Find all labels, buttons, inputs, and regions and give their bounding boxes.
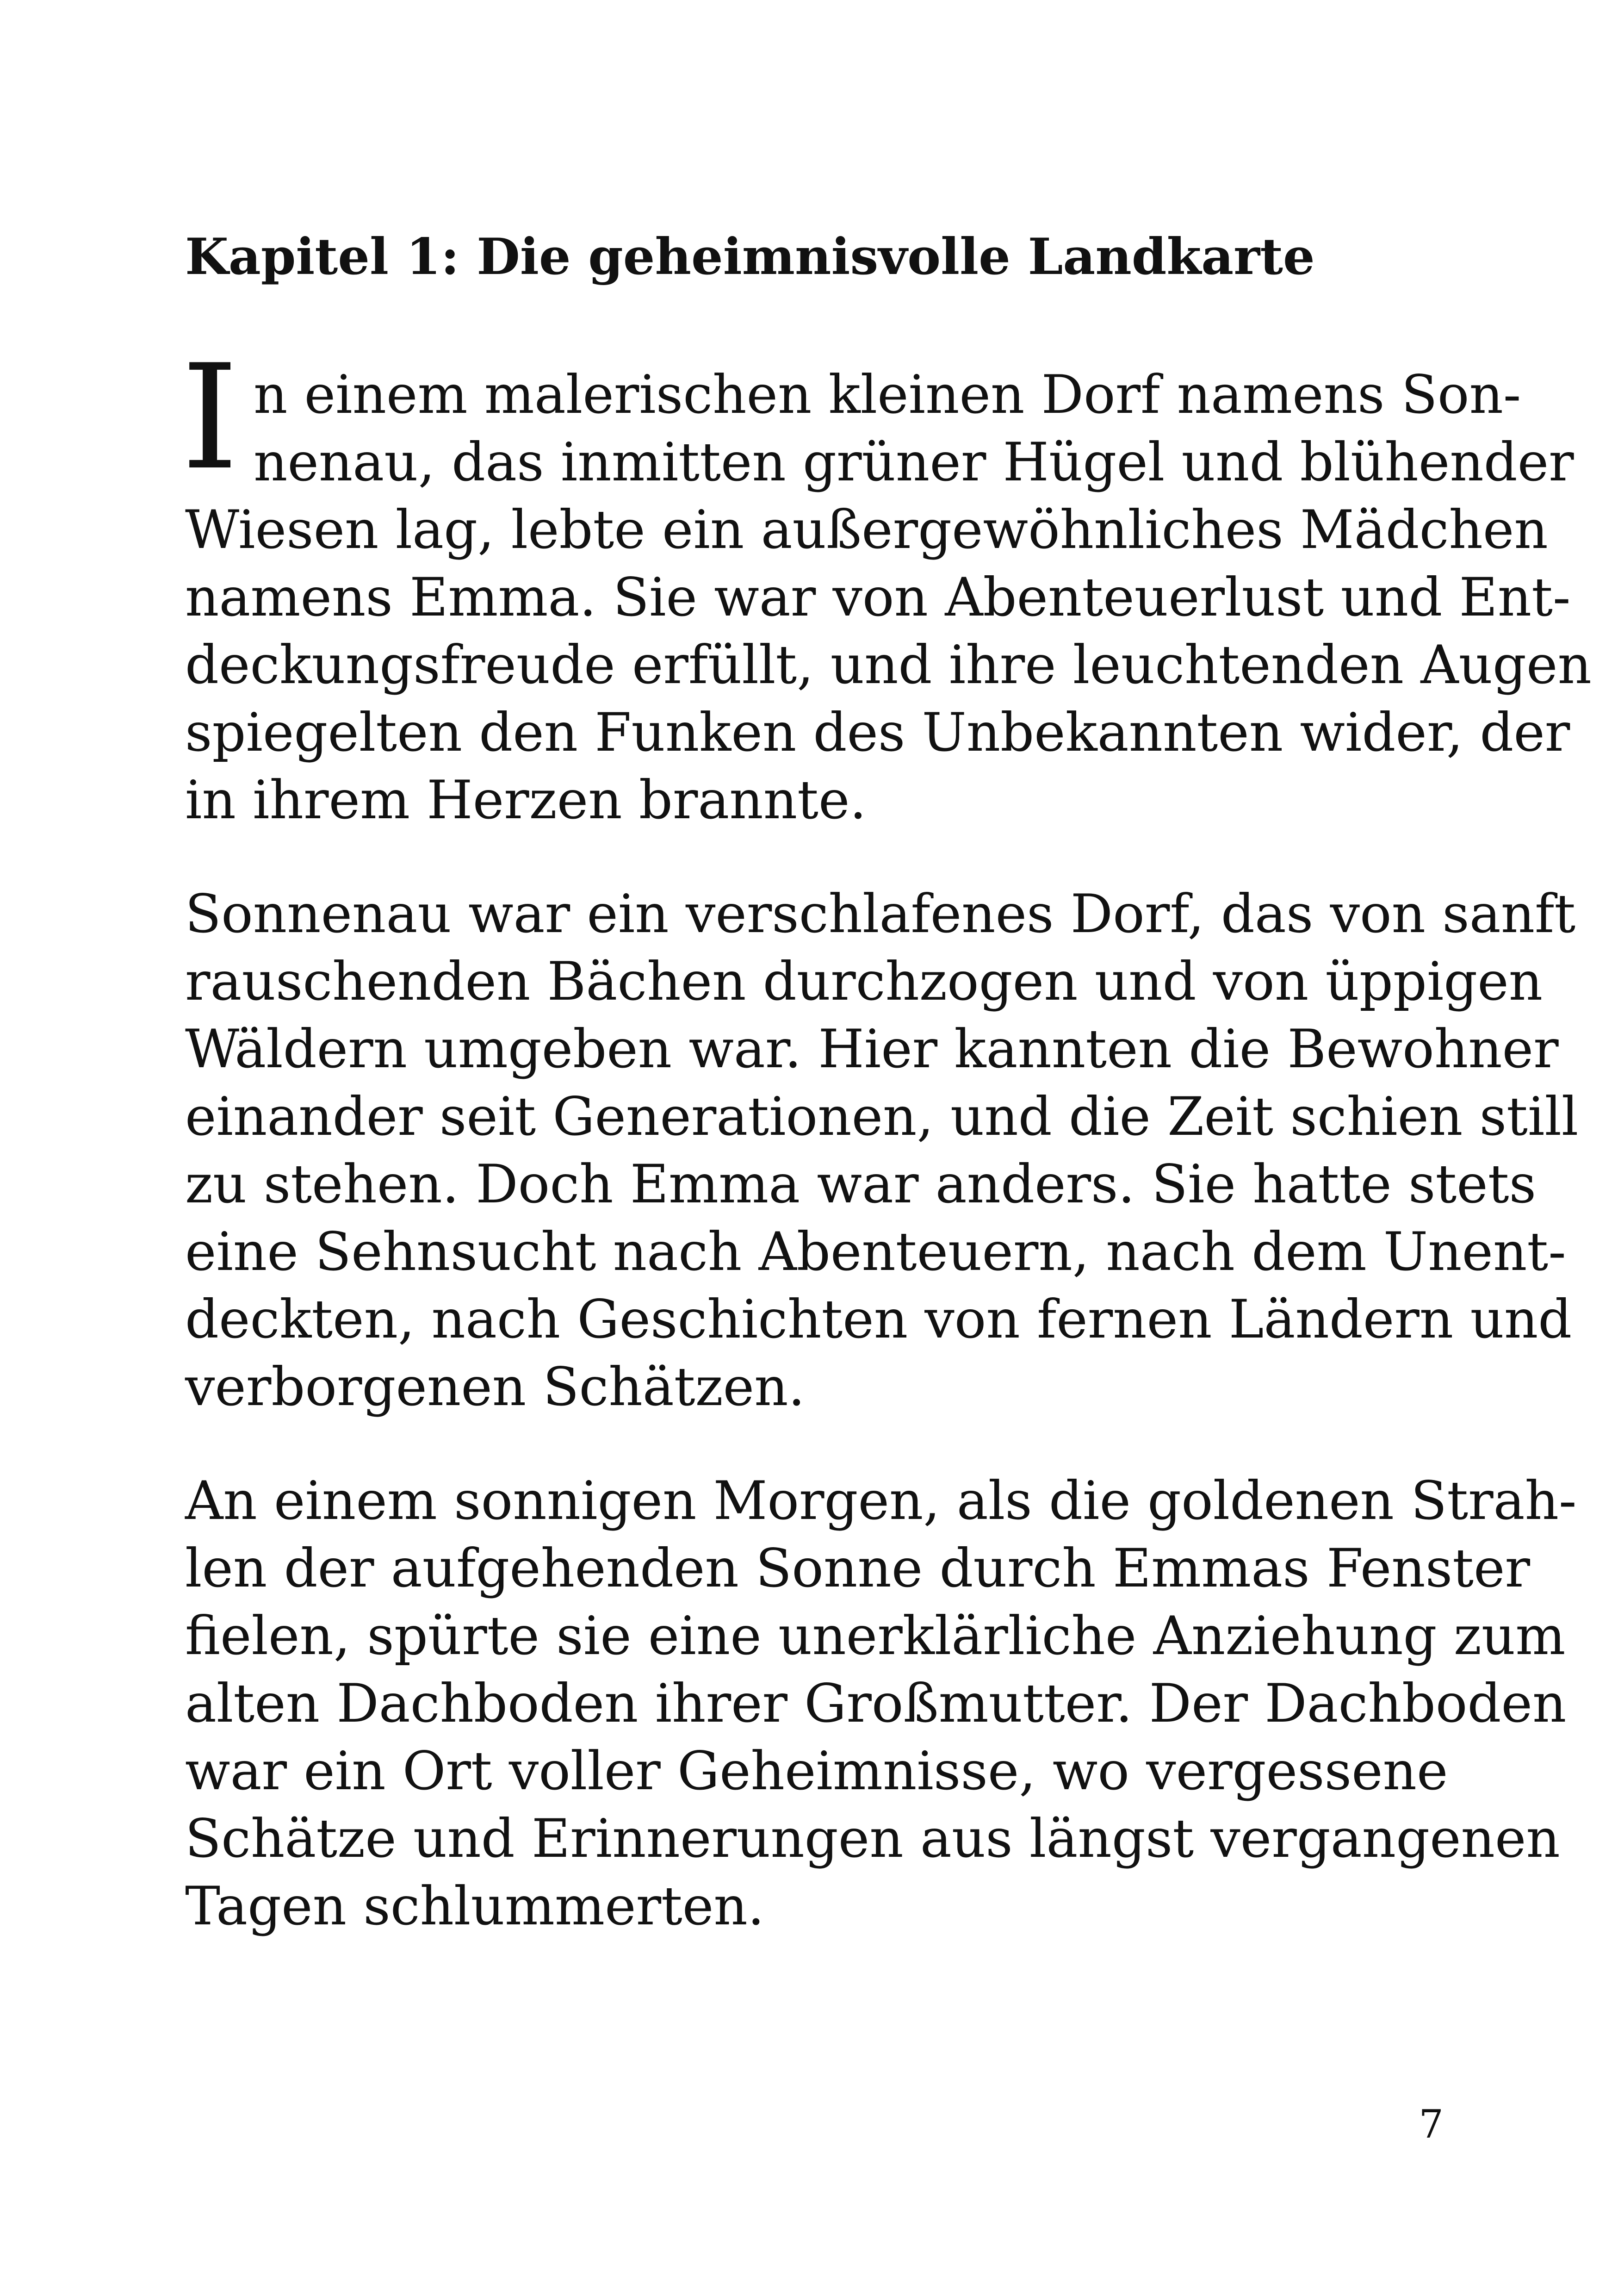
text-line: in ihrem Herzen brannte. xyxy=(185,769,867,831)
text-line: Wäldern umgeben war. Hier kannten die Bewohner xyxy=(185,1018,1559,1080)
text-line: len der aufgehenden Sonne durch Emmas Fenster xyxy=(185,1537,1530,1599)
page-number: 7 xyxy=(1419,2102,1444,2147)
text-line: n einem malerischen kleinen Dorf namens Son- xyxy=(254,364,1521,425)
text-line: namens Emma. Sie war von Abenteuerlust und Ent- xyxy=(185,566,1571,628)
text-line: eine Sehnsucht nach Abenteuern, nach dem Unent- xyxy=(185,1221,1566,1282)
text-line: Tagen schlummerten. xyxy=(185,1875,764,1937)
text-line: alten Dachboden ihrer Großmutter. Der Dachboden xyxy=(185,1673,1567,1734)
text-line: rauschenden Bächen durchzogen und von üppigen xyxy=(185,951,1543,1012)
text-line: Schätze und Erinnerungen aus längst vergangenen xyxy=(185,1808,1560,1869)
text-line: deckungsfreude erfüllt, und ihre leuchtenden Augen xyxy=(185,634,1592,696)
text-line: zu stehen. Doch Emma war anders. Sie hatte stets xyxy=(185,1153,1537,1215)
text-line: Wiesen lag, lebte ein außergewöhnliches Mädchen xyxy=(185,499,1548,560)
text-line: deckten, nach Geschichten von fernen Ländern und xyxy=(185,1288,1572,1350)
text-line: einander seit Generationen, und die Zeit schien still xyxy=(185,1086,1579,1147)
text-line: spiegelten den Funken des Unbekannten wider, der xyxy=(185,702,1570,763)
text-line: verborgenen Schätzen. xyxy=(185,1356,805,1418)
text-line: An einem sonnigen Morgen, als die goldenen Strah- xyxy=(185,1470,1577,1531)
text-line: Sonnenau war ein verschlafenes Dorf, das von sanft xyxy=(185,883,1576,945)
text-line: fielen, spürte sie eine unerklärliche Anziehung zum xyxy=(185,1605,1566,1667)
text-line: nenau, das inmitten grüner Hügel und blühender xyxy=(254,431,1574,493)
drop-cap: I xyxy=(181,333,239,502)
text-line: war ein Ort voller Geheimnisse, wo vergessene xyxy=(185,1740,1448,1802)
chapter-title: Kapitel 1: Die geheimnisvolle Landkarte xyxy=(185,228,1315,286)
